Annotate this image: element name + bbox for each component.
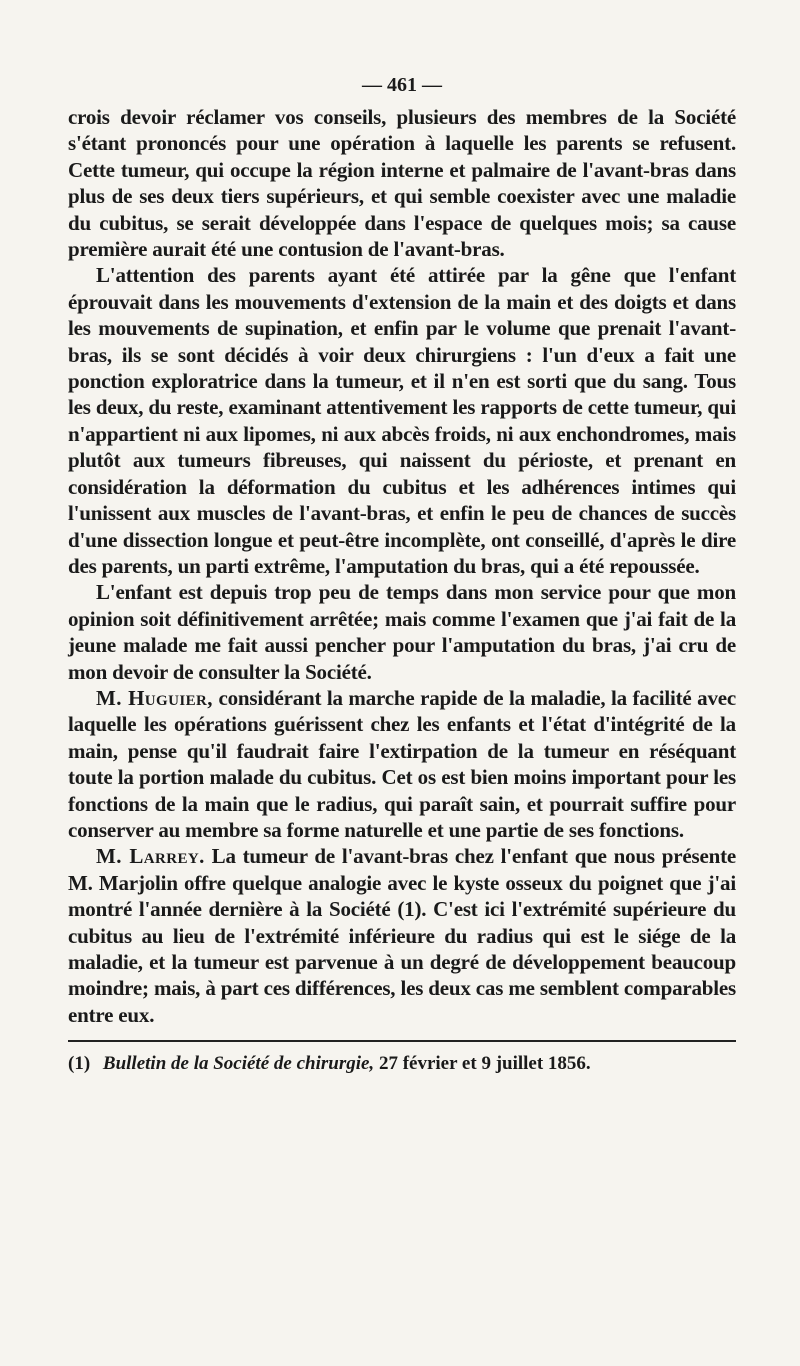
page-number: — 461 — [362,74,442,96]
book-page [68,68,736,1078]
footnote-marker: (1) [68,1053,91,1075]
paragraph-child-service [68,579,736,685]
footnote [68,1050,736,1078]
paragraph-parents-attention [68,262,736,579]
paragraph-text: considérant la marche rapide de la maladie, la facilité avec laquelle les opérations guérissent chez les enfants et l'état d'intégrité de la main, pense qu'il faudrait faire l'extirpation de la tumeur en réséquant toute la portion malade du cubitus. Cet os est bien moins important pour les fonctions de la main que le radius, qui paraît sain, et pourrait suffire pour conserver au membre sa forme naturelle et une partie de ses fonctions. [68,685,736,842]
paragraph-larrey [68,843,736,1028]
paragraph-text: La tumeur de l'avant-bras chez l'enfant que nous présente M. Marjolin offre quelque analogie avec le kyste osseux du poignet que j'ai montré l'année dernière à la Société (1). C'est ici l'extrémité supérieure du cubitus au lieu de l'extrémité inférieure du radius qui est le siége de la maladie, et la tumeur est parvenue à un degré de développement beaucoup moindre; mais, à part ces différences, les deux cas me semblent comparables entre eux. [68,844,736,1027]
paragraph-continuation [68,104,736,262]
footnote-date: 27 février et 9 juillet 1856. [378,1053,591,1075]
speaker-name: M. Huguier, [96,685,213,710]
speaker-name: M. Larrey. [96,844,205,869]
footnote-source-title: Bulletin de la Société de chirurgie, [102,1053,375,1075]
paragraph-text: L'enfant est depuis trop peu de temps dans mon service pour que mon opinion soit définitivement arrêtée; mais comme l'examen que j'ai fait de la jeune malade me fait aussi pencher pour l'amputation du bras, j'ai cru de mon devoir de consulter la Société. [68,580,736,684]
paragraph-text: crois devoir réclamer vos conseils, plusieurs des membres de la Société s'étant prononcés pour une opération à laquelle les parents se refusent. Cette tumeur, qui occupe la région interne et palmaire de l'avant-bras dans plus de ses deux tiers supérieurs, et qui semble coexister avec une maladie du cubitus, se serait développée dans l'espace de quelques mois; sa cause première aurait été une contusion de l'avant-bras. [68,105,736,262]
footnote-divider [68,1040,736,1042]
paragraph-text: L'attention des parents ayant été attirée par la gêne que l'enfant éprouvait dans les mouvements d'extension de la main et des doigts et dans les mouvements de supination, et enfin par le volume que prenait l'avant-bras, ils se sont décidés à voir deux chirurgiens : l'un d'eux a fait une ponction exploratrice dans la tumeur, et il n'en est sorti que du sang. Tous les deux, du reste, examinant attentivement les rapports de cette tumeur, qui n'appartient ni aux lipomes, ni aux abcès froids, ni aux enchondromes, mais plutôt aux tumeurs fibreuses, qui naissent du périoste, et prenant en considération la déformation du cubitus et les adhérences intimes qui l'unissent aux muscles de l'avant-bras, et enfin le peu de chances de succès d'une dissection longue et peut-être incomplète, ont conseillé, d'après le dire des parents, un parti extrême, l'amputation du bras, qui a été repoussée. [68,263,736,578]
paragraph-huguier [68,685,736,843]
